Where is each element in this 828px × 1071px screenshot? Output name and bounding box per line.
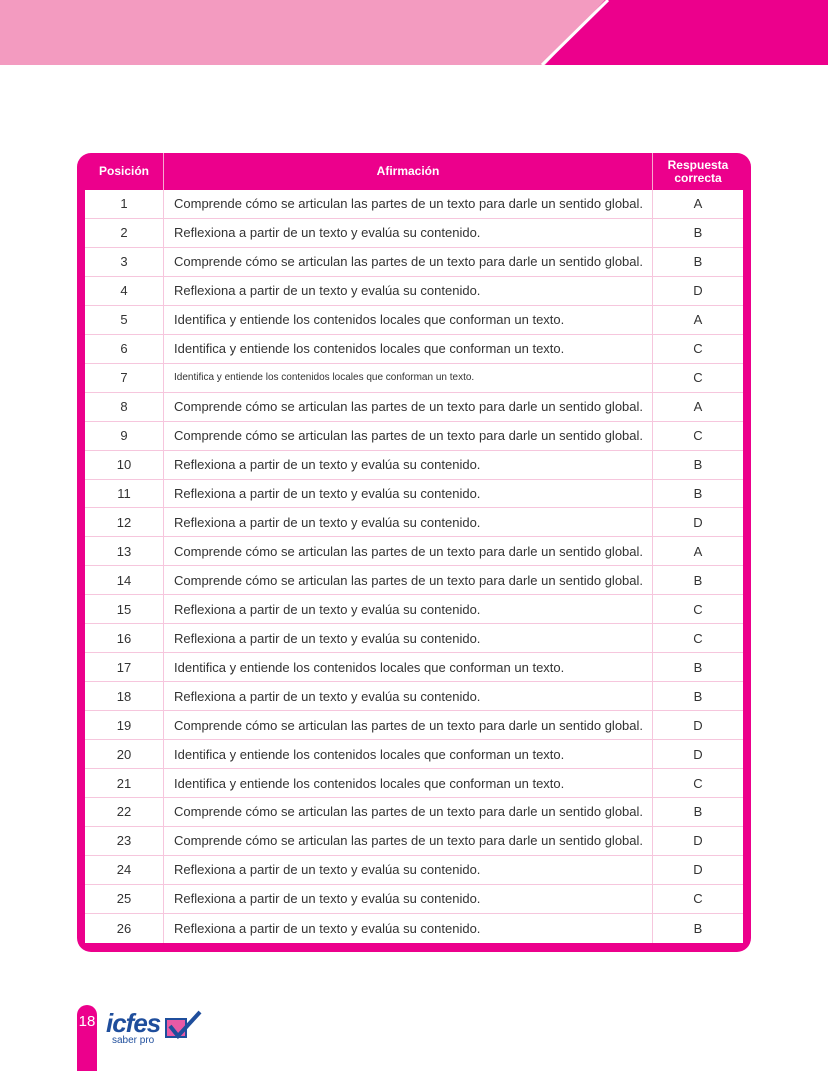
statement-text: Comprende cómo se articulan las partes de un texto para darle un sentido global. bbox=[174, 543, 644, 559]
row-statement bbox=[163, 885, 653, 913]
row-position: 19 bbox=[116, 717, 132, 733]
statement-text: Identifica y entiende los contenidos locales que conforman un texto. bbox=[174, 372, 475, 384]
row-position: 18 bbox=[116, 688, 132, 704]
row-statement bbox=[163, 740, 653, 768]
row-statement bbox=[163, 624, 653, 652]
row-position: 11 bbox=[117, 486, 131, 501]
row-answer: D bbox=[693, 746, 703, 762]
table-row bbox=[85, 595, 743, 624]
table-body bbox=[85, 190, 743, 943]
table-row bbox=[85, 711, 743, 740]
row-answer: A bbox=[693, 312, 703, 328]
row-position: 13 bbox=[116, 543, 132, 559]
row-answer: B bbox=[693, 457, 703, 473]
row-answer: D bbox=[693, 514, 703, 530]
logo-subtext: saber pro bbox=[112, 1035, 155, 1046]
table-row bbox=[85, 248, 743, 277]
row-position: 17 bbox=[116, 659, 132, 675]
table-header bbox=[85, 153, 743, 190]
row-position: 4 bbox=[120, 283, 128, 299]
table-row bbox=[85, 798, 743, 827]
row-statement bbox=[163, 798, 653, 826]
row-statement bbox=[163, 508, 653, 536]
statement-text: Reflexiona a partir de un texto y evalúa su contenido. bbox=[174, 283, 481, 299]
statement-text: Identifica y entiende los contenidos locales que conforman un texto. bbox=[174, 312, 565, 328]
row-statement bbox=[163, 335, 653, 363]
icfes-logo bbox=[106, 1008, 206, 1048]
row-position: 9 bbox=[120, 428, 128, 444]
row-statement bbox=[163, 422, 653, 450]
row-answer: C bbox=[693, 428, 703, 444]
row-answer: D bbox=[693, 283, 703, 299]
row-position: 10 bbox=[116, 457, 132, 473]
row-answer: B bbox=[693, 804, 703, 820]
table-row bbox=[85, 451, 743, 480]
row-answer: C bbox=[693, 775, 703, 791]
row-answer: C bbox=[693, 891, 703, 907]
row-position: 24 bbox=[116, 862, 132, 878]
row-position: 7 bbox=[120, 370, 128, 386]
statement-text: Comprende cómo se articulan las partes de un texto para darle un sentido global. bbox=[174, 572, 644, 588]
table-row bbox=[85, 885, 743, 914]
row-statement bbox=[163, 653, 653, 681]
row-position: 8 bbox=[120, 399, 128, 415]
row-answer: B bbox=[693, 920, 703, 936]
row-answer: C bbox=[693, 370, 703, 386]
table-row bbox=[85, 856, 743, 885]
row-position: 21 bbox=[116, 775, 132, 791]
header-statement: Afirmación bbox=[163, 153, 653, 190]
statement-text: Comprende cómo se articulan las partes de un texto para darle un sentido global. bbox=[174, 717, 644, 733]
row-answer: A bbox=[693, 399, 703, 415]
row-statement bbox=[163, 480, 653, 508]
row-answer: D bbox=[693, 717, 703, 733]
table-row bbox=[85, 740, 743, 769]
row-position: 25 bbox=[116, 891, 132, 907]
row-statement bbox=[163, 566, 653, 594]
statement-text: Identifica y entiende los contenidos locales que conforman un texto. bbox=[174, 746, 565, 762]
banner-decoration bbox=[0, 0, 828, 65]
table-row bbox=[85, 480, 743, 509]
row-position: 23 bbox=[116, 833, 132, 849]
row-answer: B bbox=[693, 486, 703, 501]
table-row bbox=[85, 537, 743, 566]
row-answer: C bbox=[693, 630, 703, 646]
row-statement bbox=[163, 364, 653, 392]
statement-text: Reflexiona a partir de un texto y evalúa su contenido. bbox=[174, 514, 481, 530]
statement-text: Reflexiona a partir de un texto y evalúa su contenido. bbox=[174, 225, 481, 241]
table-row bbox=[85, 566, 743, 595]
row-answer: C bbox=[693, 601, 703, 617]
table-row bbox=[85, 624, 743, 653]
statement-text: Identifica y entiende los contenidos locales que conforman un texto. bbox=[174, 341, 565, 357]
table-row bbox=[85, 769, 743, 798]
table-row bbox=[85, 306, 743, 335]
statement-text: Reflexiona a partir de un texto y evalúa su contenido. bbox=[174, 486, 481, 501]
row-statement bbox=[163, 914, 653, 943]
row-answer: B bbox=[693, 254, 703, 270]
row-position: 6 bbox=[120, 341, 128, 357]
statement-text: Comprende cómo se articulan las partes de un texto para darle un sentido global. bbox=[174, 833, 644, 849]
table-row bbox=[85, 277, 743, 306]
statement-text: Reflexiona a partir de un texto y evalúa su contenido. bbox=[174, 630, 481, 646]
row-position: 16 bbox=[116, 630, 132, 646]
row-answer: B bbox=[693, 225, 703, 241]
statement-text: Reflexiona a partir de un texto y evalúa su contenido. bbox=[174, 457, 481, 473]
row-statement bbox=[163, 306, 653, 334]
row-answer: B bbox=[693, 688, 703, 704]
statement-text: Reflexiona a partir de un texto y evalúa su contenido. bbox=[174, 601, 481, 617]
table-row bbox=[85, 422, 743, 451]
row-statement bbox=[163, 682, 653, 710]
statement-text: Identifica y entiende los contenidos locales que conforman un texto. bbox=[174, 659, 565, 675]
statement-text: Reflexiona a partir de un texto y evalúa su contenido. bbox=[174, 891, 481, 907]
table-row bbox=[85, 914, 743, 943]
checkmark-icon bbox=[166, 1010, 202, 1040]
row-answer: A bbox=[693, 196, 703, 212]
page-number: 18 bbox=[77, 1005, 97, 1071]
row-statement bbox=[163, 537, 653, 565]
statement-text: Identifica y entiende los contenidos locales que conforman un texto. bbox=[174, 775, 565, 791]
table-row bbox=[85, 393, 743, 422]
table-row bbox=[85, 827, 743, 856]
row-position: 14 bbox=[116, 572, 132, 588]
table-row bbox=[85, 364, 743, 393]
row-answer: A bbox=[693, 543, 703, 559]
row-statement bbox=[163, 190, 653, 218]
row-answer: D bbox=[693, 833, 703, 849]
row-position: 5 bbox=[120, 312, 128, 328]
row-position: 15 bbox=[116, 601, 132, 617]
statement-text: Comprende cómo se articulan las partes de un texto para darle un sentido global. bbox=[174, 804, 644, 820]
row-statement bbox=[163, 277, 653, 305]
answer-table bbox=[77, 153, 751, 952]
header-position: Posición bbox=[98, 164, 149, 178]
row-statement bbox=[163, 451, 653, 479]
row-statement bbox=[163, 595, 653, 623]
row-answer: C bbox=[693, 341, 703, 357]
row-answer: B bbox=[693, 572, 703, 588]
statement-text: Reflexiona a partir de un texto y evalúa su contenido. bbox=[174, 920, 481, 936]
row-position: 2 bbox=[120, 225, 128, 241]
statement-text: Comprende cómo se articulan las partes de un texto para darle un sentido global. bbox=[174, 399, 644, 415]
row-position: 26 bbox=[116, 920, 132, 936]
row-statement bbox=[163, 769, 653, 797]
row-answer: B bbox=[693, 659, 703, 675]
row-position: 12 bbox=[116, 514, 132, 530]
table-row bbox=[85, 682, 743, 711]
table-row bbox=[85, 219, 743, 248]
row-statement bbox=[163, 393, 653, 421]
row-answer: D bbox=[693, 862, 703, 878]
statement-text: Comprende cómo se articulan las partes de un texto para darle un sentido global. bbox=[174, 254, 644, 270]
header-banner bbox=[0, 0, 828, 65]
table-row bbox=[85, 335, 743, 364]
row-statement bbox=[163, 248, 653, 276]
statement-text: Comprende cómo se articulan las partes de un texto para darle un sentido global. bbox=[174, 196, 644, 212]
row-position: 1 bbox=[120, 196, 128, 212]
logo-text: icfes bbox=[106, 1008, 161, 1038]
table-row bbox=[85, 653, 743, 682]
row-statement bbox=[163, 827, 653, 855]
header-answer: Respuesta correcta bbox=[667, 157, 729, 185]
row-statement bbox=[163, 711, 653, 739]
statement-text: Comprende cómo se articulan las partes de un texto para darle un sentido global. bbox=[174, 428, 644, 444]
table-row bbox=[85, 190, 743, 219]
statement-text: Reflexiona a partir de un texto y evalúa su contenido. bbox=[174, 688, 481, 704]
statement-text: Reflexiona a partir de un texto y evalúa su contenido. bbox=[174, 862, 481, 878]
row-position: 22 bbox=[116, 804, 132, 820]
row-position: 20 bbox=[116, 746, 132, 762]
row-position: 3 bbox=[120, 254, 128, 270]
row-statement bbox=[163, 856, 653, 884]
row-statement bbox=[163, 219, 653, 247]
table-row bbox=[85, 508, 743, 537]
